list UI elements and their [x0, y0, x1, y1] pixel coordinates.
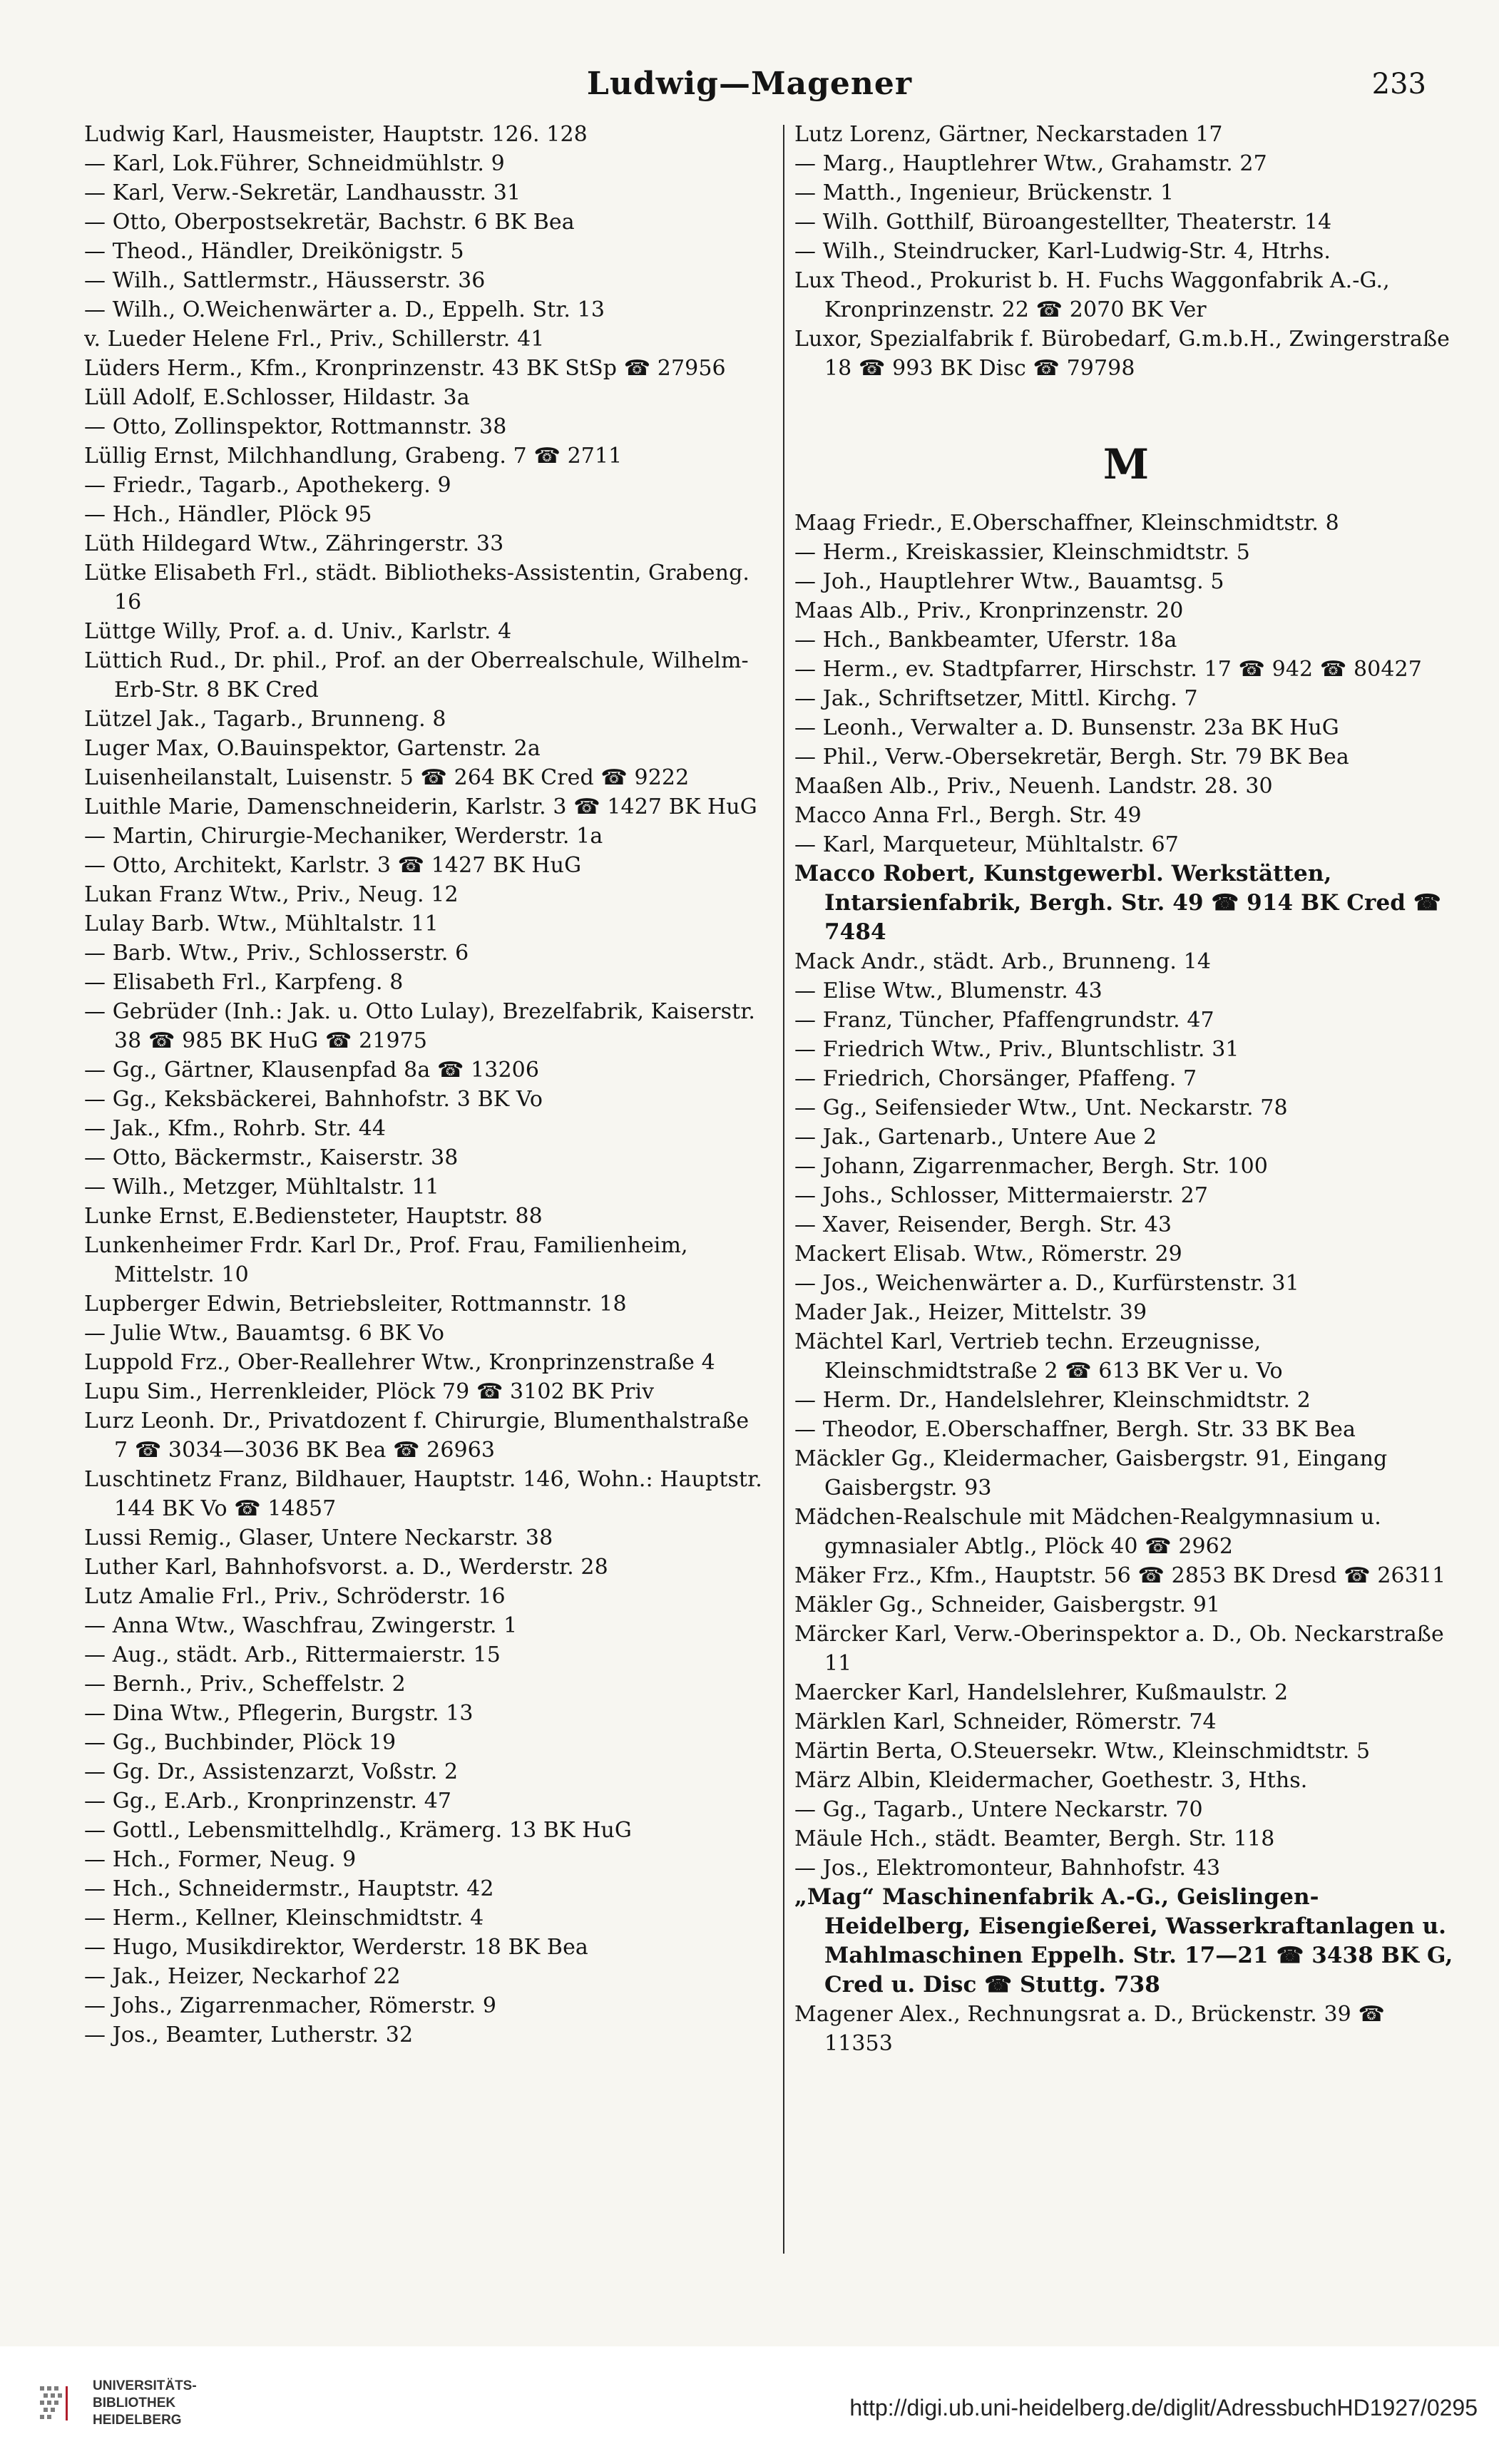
section-gap [794, 383, 1458, 411]
directory-entry: — Gebrüder (Inh.: Jak. u. Otto Lulay), Brezelfabrik, Kaiserstr. 38 ☎ 985 BK HuG ☎ 21975 [84, 999, 756, 1053]
directory-entry: Luxor, Spezialfabrik f. Bürobedarf, G.m.b.H., Zwingerstraße 18 ☎ 993 BK Disc ☎ 79798 [794, 327, 1450, 381]
directory-entry: — Bernh., Priv., Scheffelstr. 2 [84, 1672, 406, 1697]
directory-entry: — Hch., Former, Neug. 9 [84, 1847, 357, 1872]
directory-entry: Lüders Herm., Kfm., Kronprinzenstr. 43 BK StSp ☎ 27956 [84, 356, 726, 381]
directory-entry: — Dina Wtw., Pflegerin, Burgstr. 13 [84, 1701, 474, 1726]
directory-entry: — Julie Wtw., Bauamtsg. 6 BK Vo [84, 1321, 444, 1346]
directory-entry: — Gg., E.Arb., Kronprinzenstr. 47 [84, 1789, 452, 1814]
directory-entry: — Herm. Dr., Handelslehrer, Kleinschmidtstr. 2 [794, 1388, 1311, 1413]
directory-entry: — Phil., Verw.-Obersekretär, Bergh. Str. 79 BK Bea [794, 745, 1349, 770]
directory-entry: — Leonh., Verwalter a. D. Bunsenstr. 23a BK HuG [794, 715, 1339, 740]
directory-entry: — Jak., Schriftsetzer, Mittl. Kirchg. 7 [794, 686, 1198, 711]
directory-entry: Lupberger Edwin, Betriebsleiter, Rottmannstr. 18 [84, 1292, 627, 1317]
directory-entry: Maag Friedr., E.Oberschaffner, Kleinschmidtstr. 8 [794, 511, 1339, 536]
directory-entry: — Otto, Architekt, Karlstr. 3 ☎ 1427 BK HuG [84, 853, 582, 878]
directory-entry: — Otto, Zollinspektor, Rottmannstr. 38 [84, 414, 507, 439]
right-column-top [794, 120, 1458, 383]
directory-entry: — Jos., Weichenwärter a. D., Kurfürstenstr. 31 [794, 1271, 1299, 1296]
directory-entry: — Wilh. Gotthilf, Büroangestellter, Theaterstr. 14 [794, 210, 1332, 235]
directory-entry: Luther Karl, Bahnhofsvorst. a. D., Werderstr. 28 [84, 1555, 608, 1580]
directory-entry: Macco Robert, Kunstgewerbl. Werkstätten, Intarsienfabrik, Bergh. Str. 49 ☎ 914 BK Cred ☎ 7484 [794, 861, 1441, 945]
directory-entry: — Hch., Bankbeamter, Uferstr. 18a [794, 628, 1177, 653]
directory-entry: — Jos., Elektromonteur, Bahnhofstr. 43 [794, 1856, 1221, 1881]
directory-entry: — Jos., Beamter, Lutherstr. 32 [84, 2023, 414, 2048]
directory-entry: Mack Andr., städt. Arb., Brunneng. 14 [794, 949, 1212, 974]
directory-entry: Mäckler Gg., Kleidermacher, Gaisbergstr. 91, Eingang Gaisbergstr. 93 [794, 1446, 1388, 1501]
directory-entry: Lützel Jak., Tagarb., Brunneng. 8 [84, 707, 446, 732]
directory-entry: — Gg., Tagarb., Untere Neckarstr. 70 [794, 1797, 1203, 1822]
directory-entry: — Gg., Seifensieder Wtw., Unt. Neckarstr. 78 [794, 1095, 1288, 1120]
directory-entry: — Karl, Lok.Führer, Schneidmühlstr. 9 [84, 151, 505, 176]
directory-entry: März Albin, Kleidermacher, Goethestr. 3, Hths. [794, 1768, 1308, 1793]
directory-entry: Lunkenheimer Frdr. Karl Dr., Prof. Frau, Familienheim, Mittelstr. 10 [84, 1233, 688, 1287]
directory-entry: Mader Jak., Heizer, Mittelstr. 39 [794, 1300, 1147, 1325]
directory-entry: Luithle Marie, Damenschneiderin, Karlstr. 3 ☎ 1427 BK HuG [84, 794, 757, 819]
directory-entry: Maercker Karl, Handelslehrer, Kußmaulstr. 2 [794, 1680, 1289, 1705]
directory-entry: Lutz Lorenz, Gärtner, Neckarstaden 17 [794, 122, 1223, 147]
directory-entry: — Elisabeth Frl., Karpfeng. 8 [84, 970, 404, 995]
running-head [0, 63, 1499, 106]
directory-entry: Luppold Frz., Ober-Reallehrer Wtw., Kronprinzenstraße 4 [84, 1350, 715, 1375]
directory-entry: — Karl, Verw.-Sekretär, Landhausstr. 31 [84, 180, 521, 205]
directory-entry: Lukan Franz Wtw., Priv., Neug. 12 [84, 882, 459, 907]
directory-entry: Mäkler Gg., Schneider, Gaisbergstr. 91 [794, 1593, 1221, 1617]
directory-entry: — Gg., Gärtner, Klausenpfad 8a ☎ 13206 [84, 1058, 540, 1083]
directory-entry: Lutz Amalie Frl., Priv., Schröderstr. 16 [84, 1584, 506, 1609]
directory-entry: — Hch., Händler, Plöck 95 [84, 502, 372, 527]
directory-entry: Ludwig Karl, Hausmeister, Hauptstr. 126. 128 [84, 122, 588, 147]
directory-entry: — Herm., ev. Stadtpfarrer, Hirschstr. 17 ☎ 942 ☎ 80427 [794, 657, 1422, 682]
directory-entry: Lux Theod., Prokurist b. H. Fuchs Waggonfabrik A.-G., Kronprinzenstr. 22 ☎ 2070 BK Ver [794, 268, 1390, 322]
library-name-line-1: UNIVERSITÄTS- [93, 2378, 197, 2393]
directory-entry: — Herm., Kreiskassier, Kleinschmidtstr. 5 [794, 540, 1250, 565]
directory-entry: — Aug., städt. Arb., Rittermaierstr. 15 [84, 1642, 501, 1667]
directory-entry: — Wilh., Steindrucker, Karl-Ludwig-Str. 4, Htrhs. [794, 239, 1331, 264]
university-library-logo-icon [37, 2382, 84, 2425]
directory-entry: Lurz Leonh. Dr., Privatdozent f. Chirurgie, Blumenthalstraße 7 ☎ 3034—3036 BK Bea ☎ 26963 [84, 1409, 750, 1463]
directory-entry: — Otto, Bäckermstr., Kaiserstr. 38 [84, 1145, 459, 1170]
directory-entry: Lüth Hildegard Wtw., Zähringerstr. 33 [84, 531, 504, 556]
directory-entry: Märcker Karl, Verw.-Oberinspektor a. D., Ob. Neckarstraße 11 [794, 1622, 1444, 1676]
directory-entry: — Jak., Gartenarb., Untere Aue 2 [794, 1125, 1157, 1150]
directory-entry: Lüttge Willy, Prof. a. d. Univ., Karlstr. 4 [84, 619, 512, 644]
directory-entry: — Elise Wtw., Blumenstr. 43 [794, 978, 1102, 1003]
section-letter-m: M [1102, 440, 1150, 489]
directory-entry: — Martin, Chirurgie-Mechaniker, Werderstr. 1a [84, 824, 603, 849]
left-column [84, 120, 769, 2261]
library-name [93, 2378, 197, 2429]
right-column [794, 120, 1458, 2261]
right-column-bottom [794, 508, 1458, 2058]
directory-entry: — Gg., Keksbäckerei, Bahnhofstr. 3 BK Vo [84, 1087, 543, 1112]
page-number: 233 [1371, 68, 1426, 101]
directory-entry: — Friedrich Wtw., Priv., Bluntschlistr. 31 [794, 1037, 1239, 1062]
directory-entry: Lütke Elisabeth Frl., städt. Bibliotheks-Assistentin, Grabeng. 16 [84, 561, 750, 615]
directory-entry: — Gottl., Lebensmittelhdlg., Krämerg. 13 BK HuG [84, 1818, 632, 1843]
directory-entry: Mächtel Karl, Vertrieb techn. Erzeugnisse, Kleinschmidtstraße 2 ☎ 613 BK Ver u. Vo [794, 1329, 1283, 1384]
directory-entry: — Matth., Ingenieur, Brückenstr. 1 [794, 180, 1175, 205]
library-name-line-2: BIBLIOTHEK [93, 2396, 176, 2411]
directory-entry: — Gg., Buchbinder, Plöck 19 [84, 1730, 397, 1755]
directory-entry: Mäule Hch., städt. Beamter, Bergh. Str. 118 [794, 1826, 1275, 1851]
directory-entry: Mäker Frz., Kfm., Hauptstr. 56 ☎ 2853 BK Dresd ☎ 26311 [794, 1563, 1446, 1588]
directory-entry: Lussi Remig., Glaser, Untere Neckarstr. 38 [84, 1525, 553, 1550]
directory-entry: Lüttich Rud., Dr. phil., Prof. an der Oberrealschule, Wilhelm-Erb-Str. 8 BK Cred [84, 648, 749, 702]
directory-entry: Luger Max, O.Bauinspektor, Gartenstr. 2a [84, 736, 541, 761]
directory-entry: — Friedr., Tagarb., Apothekerg. 9 [84, 473, 451, 498]
directory-entry: — Jak., Kfm., Rohrb. Str. 44 [84, 1116, 387, 1141]
source-url-link[interactable]: http://digi.ub.uni-heidelberg.de/diglit/AdressbuchHD1927/0295 [849, 2395, 1478, 2420]
directory-entry: — Johann, Zigarrenmacher, Bergh. Str. 100 [794, 1154, 1268, 1179]
directory-entry: — Gg. Dr., Assistenzarzt, Voßstr. 2 [84, 1759, 459, 1784]
directory-entry: Lunke Ernst, E.Bediensteter, Hauptstr. 88 [84, 1204, 543, 1229]
directory-entry: — Wilh., Metzger, Mühltalstr. 11 [84, 1175, 439, 1200]
library-name-line-3: HEIDELBERG [93, 2413, 182, 2428]
directory-entry: Lüllig Ernst, Milchhandlung, Grabeng. 7 ☎ 2711 [84, 444, 623, 469]
directory-entry: Mackert Elisab. Wtw., Römerstr. 29 [794, 1242, 1182, 1267]
directory-entry: Lulay Barb. Wtw., Mühltalstr. 11 [84, 911, 439, 936]
directory-entry: — Johs., Zigarrenmacher, Römerstr. 9 [84, 1993, 497, 2018]
directory-entry: — Theodor, E.Oberschaffner, Bergh. Str. 33 BK Bea [794, 1417, 1356, 1442]
directory-entry: Märtin Berta, O.Steuersekr. Wtw., Kleinschmidtstr. 5 [794, 1739, 1371, 1764]
directory-entry: — Barb. Wtw., Priv., Schlosserstr. 6 [84, 941, 469, 966]
directory-entry: Lüll Adolf, E.Schlosser, Hildastr. 3a [84, 385, 470, 410]
directory-entry: — Otto, Oberpostsekretär, Bachstr. 6 BK Bea [84, 210, 575, 235]
page-title: Ludwig—Magener [586, 66, 913, 102]
directory-entry: — Johs., Schlosser, Mittermaierstr. 27 [794, 1183, 1209, 1208]
directory-entry: Magener Alex., Rechnungsrat a. D., Brückenstr. 39 ☎ 11353 [794, 2002, 1385, 2056]
directory-entry: — Xaver, Reisender, Bergh. Str. 43 [794, 1212, 1172, 1237]
directory-entry: v. Lueder Helene Frl., Priv., Schillerstr. 41 [84, 327, 545, 352]
directory-entry: — Anna Wtw., Waschfrau, Zwingerstr. 1 [84, 1613, 518, 1638]
directory-entry: — Joh., Hauptlehrer Wtw., Bauamtsg. 5 [794, 569, 1224, 594]
directory-entry: Macco Anna Frl., Bergh. Str. 49 [794, 803, 1142, 828]
directory-entry: Luisenheilanstalt, Luisenstr. 5 ☎ 264 BK Cred ☎ 9222 [84, 765, 690, 790]
directory-entry: — Jak., Heizer, Neckarhof 22 [84, 1964, 401, 1989]
directory-entry: Luschtinetz Franz, Bildhauer, Hauptstr. 146, Wohn.: Hauptstr. 144 BK Vo ☎ 14857 [84, 1467, 762, 1521]
directory-entry: — Franz, Tüncher, Pfaffengrundstr. 47 [794, 1008, 1214, 1033]
directory-entry: — Karl, Marqueteur, Mühltalstr. 67 [794, 832, 1179, 857]
directory-entry: — Hugo, Musikdirektor, Werderstr. 18 BK Bea [84, 1935, 588, 1960]
directory-entry: — Wilh., Sattlermstr., Häusserstr. 36 [84, 268, 486, 293]
directory-entry: Lupu Sim., Herrenkleider, Plöck 79 ☎ 3102 BK Priv [84, 1379, 655, 1404]
directory-entry: — Herm., Kellner, Kleinschmidtstr. 4 [84, 1906, 484, 1931]
directory-entry: — Friedrich, Chorsänger, Pfaffeng. 7 [794, 1066, 1197, 1091]
directory-entry: Maaßen Alb., Priv., Neuenh. Landstr. 28. 30 [794, 774, 1273, 799]
directory-entry: — Wilh., O.Weichenwärter a. D., Eppelh. Str. 13 [84, 297, 605, 322]
directory-entry: — Theod., Händler, Dreikönigstr. 5 [84, 239, 464, 264]
directory-entry: Märklen Karl, Schneider, Römerstr. 74 [794, 1709, 1217, 1734]
directory-entry: — Hch., Schneidermstr., Hauptstr. 42 [84, 1876, 494, 1901]
column-divider [783, 125, 784, 2254]
directory-entry: „Mag“ Maschinenfabrik A.-G., Geislingen-Heidelberg, Eisengießerei, Wasserkraftanlagen u. Mahlmaschinen Eppelh. Str. 17—21 ☎ 3438 BK G, Cred u. Disc ☎ Stuttg. 738 [794, 1884, 1453, 1998]
directory-entry: — Marg., Hauptlehrer Wtw., Grahamstr. 27 [794, 151, 1267, 176]
directory-entry: Mädchen-Realschule mit Mädchen-Realgymnasium u. gymnasialer Abtlg., Plöck 40 ☎ 2962 [794, 1505, 1381, 1559]
directory-entry: Maas Alb., Priv., Kronprinzenstr. 20 [794, 598, 1184, 623]
